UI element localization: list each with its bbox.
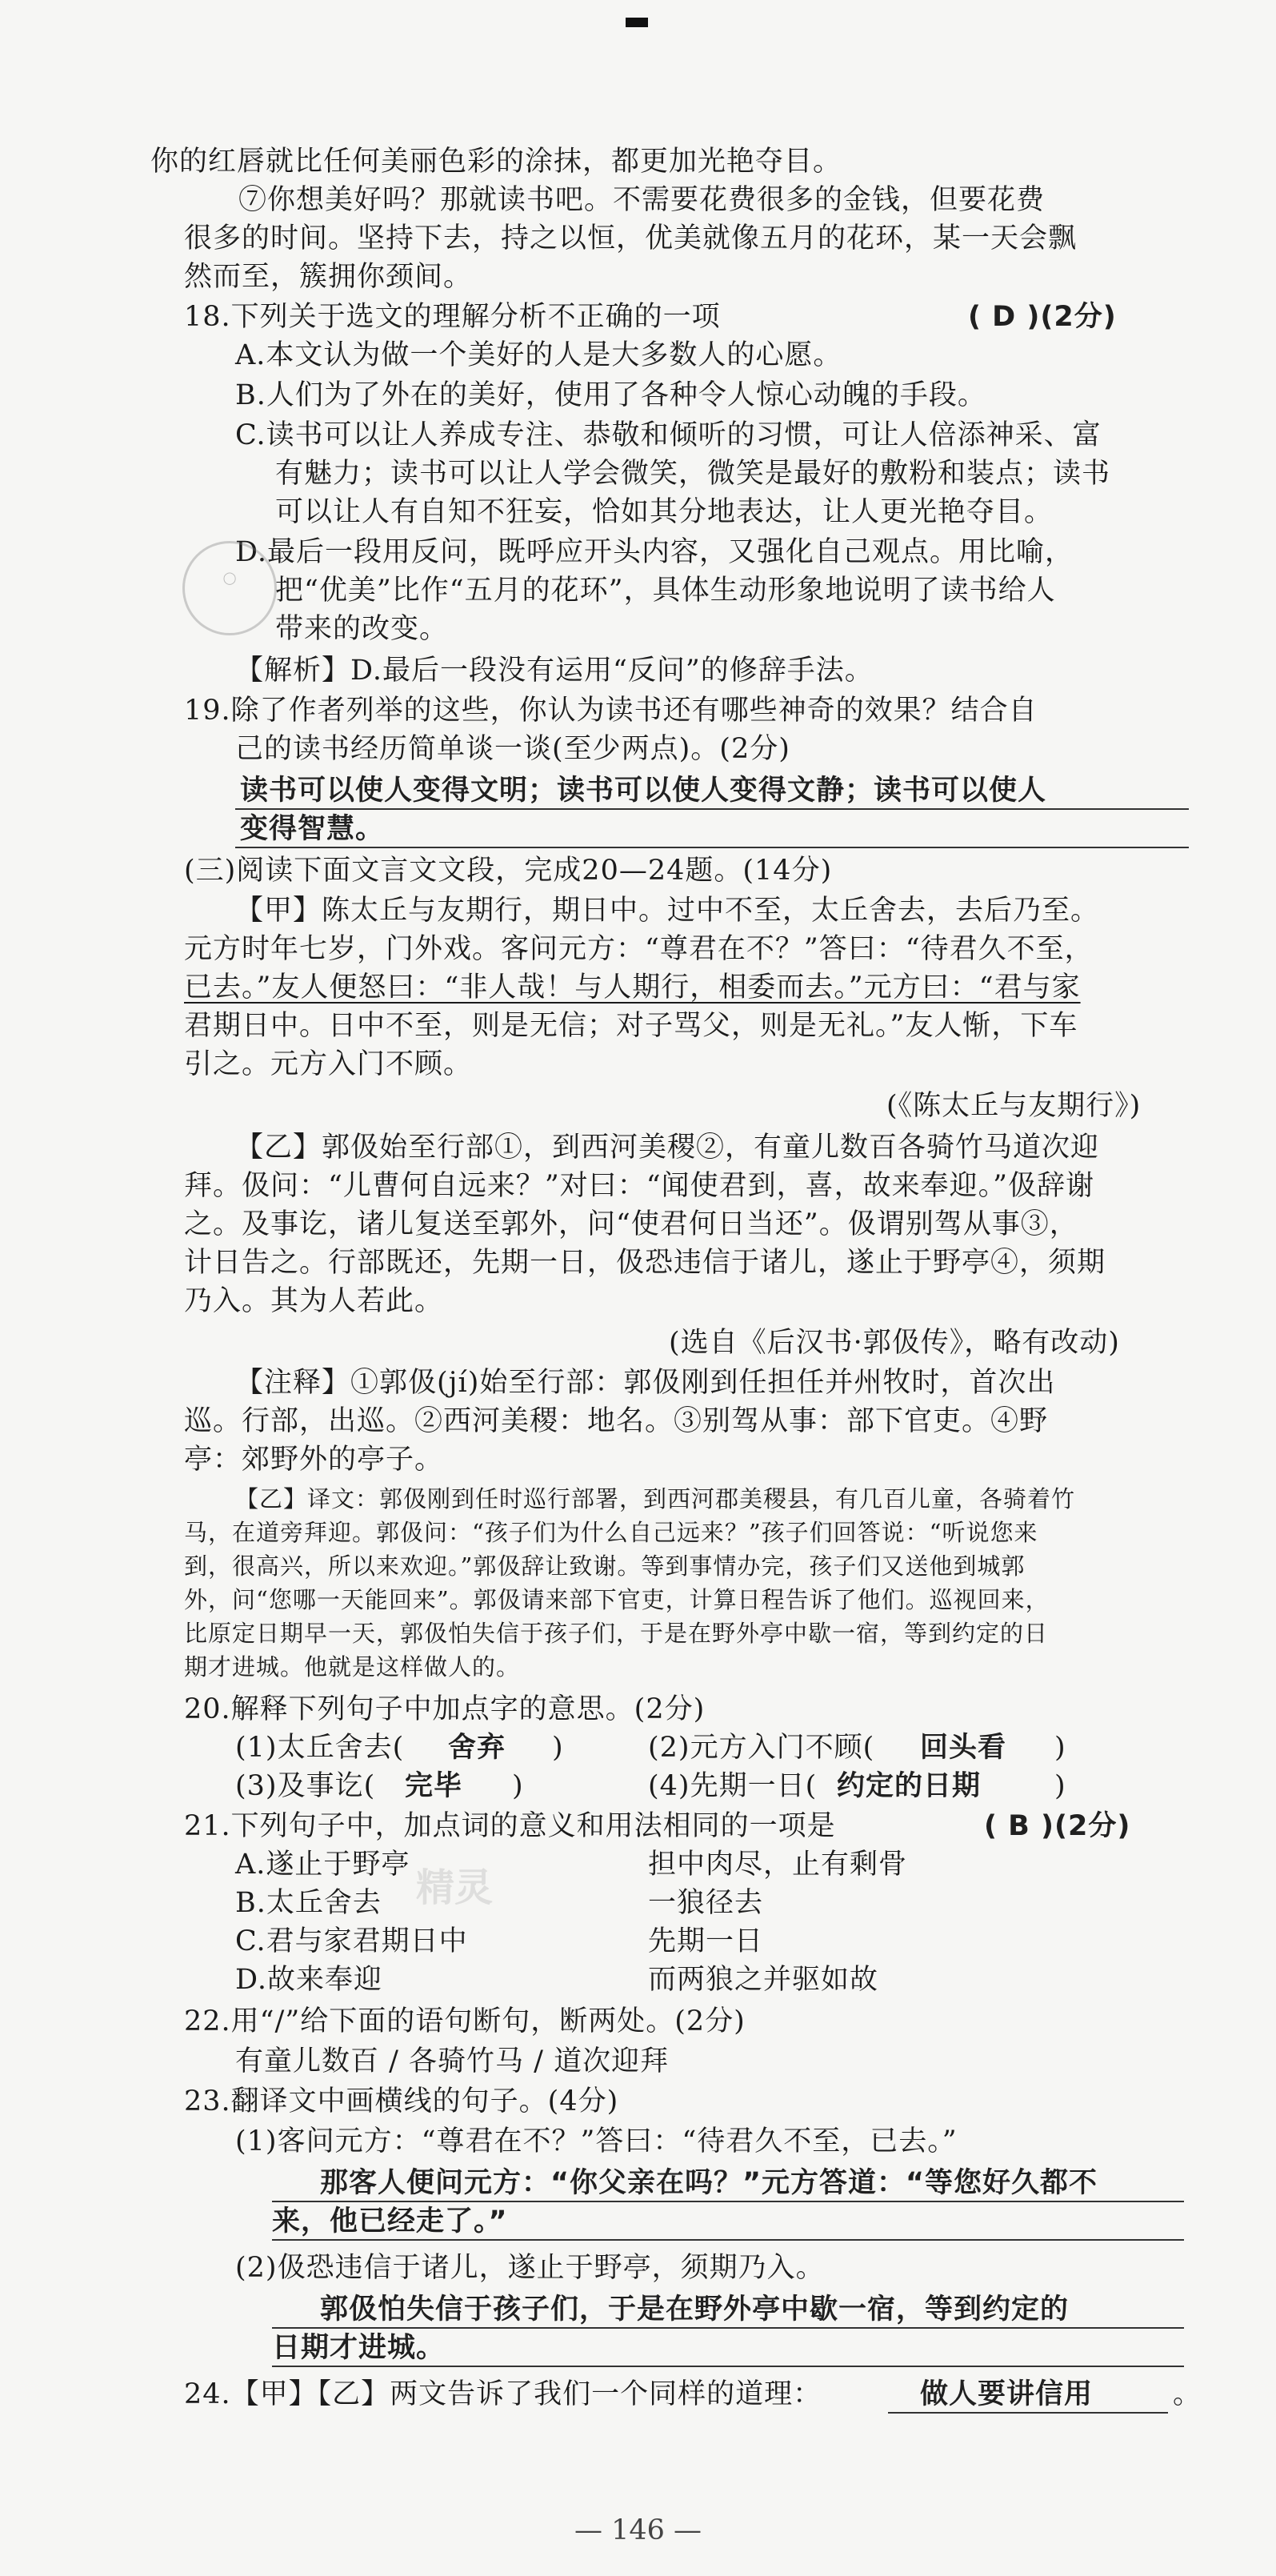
q21-option-a-pair: 担中肉尽，止有剩骨 <box>648 1849 908 1881</box>
passage-yi: 之。及事讫，诸儿复送至郭外，问“使君何日当还”。伋谓别驾从事③， <box>184 1208 1078 1240</box>
answer-underline <box>888 2412 1168 2414</box>
text-line: 然而至，簇拥你颈间。 <box>184 261 473 293</box>
answer-underline <box>272 2366 1184 2367</box>
question-19: 19.除了作者列举的这些，你认为读书还有哪些神奇的效果？结合自 <box>184 695 1038 727</box>
q23-answer-2-cont: 日期才进城。 <box>272 2332 446 2364</box>
answer-underline <box>272 2239 1184 2241</box>
analysis-18: 【解析】D.最后一段没有运用“反问”的修辞手法。 <box>235 655 874 687</box>
option-c-cont: 有魅力；读书可以让人学会微笑，微笑是最好的敷粉和装点；读书 <box>275 458 1111 490</box>
section-3-heading: (三)阅读下面文言文文段，完成20—24题。(14分) <box>184 855 833 887</box>
q23-answer-1-cont: 来，他已经走了。” <box>272 2205 508 2237</box>
option-b: B.人们为了外在的美好，使用了各种令人惊心动魄的手段。 <box>235 379 986 411</box>
q23-item-2: (2)伋恐违信于诸儿，遂止于野亭，须期乃入。 <box>235 2252 825 2284</box>
q20-answer-2: 回头看 <box>920 1732 1007 1764</box>
q24-end: 。 <box>1173 2378 1202 2410</box>
q20-item-1: (1)太丘舍去( <box>235 1732 405 1764</box>
question-24: 24.【甲】【乙】两文告诉了我们一个同样的道理： <box>184 2378 822 2410</box>
passage-jia-source: (《陈太丘与友期行》) <box>886 1090 1142 1122</box>
text-line: 很多的时间。坚持下去，持之以恒，优美就像五月的花环，某一天会飘 <box>184 222 1078 254</box>
annotation: 亭：郊野外的亭子。 <box>184 1444 444 1476</box>
page-number: — 146 — <box>574 2514 702 2546</box>
q20-answer-1: 舍弃 <box>448 1732 506 1764</box>
passage-jia: 君期日中。日中不至，则是无信；对子骂父，则是无礼。”友人惭，下车 <box>184 1010 1078 1042</box>
passage-jia-underlined: 已去。”友人便怒曰：“非人哉！与人期行，相委而去。”元方曰：“君与家 <box>184 972 1081 1004</box>
q20-item-2: (2)元方入门不顾( <box>648 1732 875 1764</box>
passage-yi: 乃入。其为人若此。 <box>184 1285 444 1317</box>
passage-yi: 计日告之。行部既还，先期一日，伋恐违信于诸儿，遂止于野亭④，须期 <box>184 1247 1106 1279</box>
question-21-answer: ( B )(2分) <box>984 1810 1131 1842</box>
translation: 到，很高兴，所以来欢迎。”郭伋辞让致谢。等到事情办完，孩子们又送他到城郭 <box>184 1552 1026 1580</box>
q20-item-4: (4)先期一日( <box>648 1770 818 1802</box>
option-a: A.本文认为做一个美好的人是大多数人的心愿。 <box>235 339 842 371</box>
top-registration-mark <box>626 18 648 27</box>
q21-option-b-pair: 一狼径去 <box>648 1887 764 1919</box>
option-d: D.最后一段用反问，既呼应开头内容，又强化自己观点。用比喻， <box>235 536 1074 568</box>
q21-option-a: A.遂止于野亭 <box>235 1849 410 1881</box>
q21-option-b: B.太丘舍去 <box>235 1887 382 1919</box>
passage-yi-source: (选自《后汉书·郭伋传》，略有改动) <box>669 1327 1120 1359</box>
annotation: 巡。行部，出巡。②西河美稷：地名。③别驾从事：部下官吏。④野 <box>184 1405 1049 1437</box>
option-d-cont: 带来的改变。 <box>275 613 449 645</box>
handwritten-answer-19-cont: 变得智慧。 <box>240 813 385 845</box>
translation: 外，问“您哪一天能回来”。郭伋请来部下官吏，计算日程告诉了他们。巡视回来， <box>184 1586 1050 1613</box>
question-22: 22.用“/”给下面的语句断句，断两处。(2分) <box>184 2005 746 2037</box>
q23-answer-1: 那客人便问元方：“你父亲在吗？”元方答道：“等您好久都不 <box>320 2167 1098 2199</box>
text-line: ⑦你想美好吗？那就读书吧。不需要花费很多的金钱，但要花费 <box>238 184 1046 216</box>
q23-answer-2: 郭伋怕失信于孩子们，于是在野外亭中歇一宿，等到约定的 <box>320 2294 1070 2326</box>
question-18: 18.下列关于选文的理解分析不正确的一项 <box>184 301 721 333</box>
question-21: 21.下列句子中，加点词的意义和用法相同的一项是 <box>184 1810 836 1842</box>
option-c-cont: 可以让人有自知不狂妄，恰如其分地表达，让人更光艳夺目。 <box>275 496 1054 528</box>
passage-jia: 引之。元方入门不顾。 <box>184 1048 473 1080</box>
q20-close: ) <box>552 1732 564 1764</box>
q20-answer-3: 完毕 <box>405 1770 463 1802</box>
answer-underline <box>235 847 1189 848</box>
q20-item-3: (3)及事讫( <box>235 1770 376 1802</box>
watermark-icon: 精灵 <box>416 1865 494 1910</box>
q21-option-c: C.君与家君期日中 <box>235 1925 468 1957</box>
q20-close: ) <box>512 1770 524 1802</box>
annotation: 【注释】①郭伋(jí)始至行部：郭伋刚到任担任并州牧时，首次出 <box>235 1367 1056 1399</box>
question-20: 20.解释下列句子中加点字的意思。(2分) <box>184 1693 706 1725</box>
q23-item-1: (1)客问元方：“尊君在不？”答曰：“待君久不至，已去。” <box>235 2125 958 2157</box>
translation: 马，在道旁拜迎。郭伋问：“孩子们为什么自己远来？”孩子们回答说：“听说您来 <box>184 1519 1038 1546</box>
q21-option-d-pair: 而两狼之并驱如故 <box>648 1964 879 1996</box>
option-c: C.读书可以让人养成专注、恭敬和倾听的习惯，可让人倍添神采、富 <box>235 419 1102 451</box>
q24-answer: 做人要讲信用 <box>920 2378 1094 2410</box>
q21-option-d: D.故来奉迎 <box>235 1964 382 1996</box>
translation: 期才进城。他就是这样做人的。 <box>184 1653 521 1681</box>
seal-stamp-icon: ◯ <box>182 541 277 635</box>
q20-close: ) <box>1054 1770 1066 1802</box>
text-line: 你的红唇就比任何美丽色彩的涂抹，都更加光艳夺目。 <box>150 146 842 178</box>
q21-option-c-pair: 先期一日 <box>648 1925 764 1957</box>
q20-answer-4: 约定的日期 <box>837 1770 982 1802</box>
q22-answer: 有童儿数百 / 各骑竹马 / 道次迎拜 <box>235 2045 670 2077</box>
translation: 【乙】译文：郭伋刚到任时巡行部署，到西河郡美稷县，有几百儿童，各骑着竹 <box>235 1485 1076 1512</box>
question-23: 23.翻译文中画横线的句子。(4分) <box>184 2085 619 2117</box>
question-18-answer: ( D )(2分) <box>968 301 1117 333</box>
passage-jia: 【甲】陈太丘与友期行，期日中。过中不至，太丘舍去，去后乃至。 <box>235 895 1100 927</box>
handwritten-answer-19: 读书可以使人变得文明；读书可以使人变得文静；读书可以使人 <box>240 775 1047 807</box>
option-d-cont: 把“优美”比作“五月的花环”，具体生动形象地说明了读书给人 <box>275 575 1056 607</box>
translation: 比原定日期早一天，郭伋怕失信于孩子们，于是在野外亭中歇一宿，等到约定的日 <box>184 1620 1049 1647</box>
passage-jia: 元方时年七岁，门外戏。客问元方：“尊君在不？”答曰：“待君久不至， <box>184 933 1094 965</box>
passage-yi: 拜。伋问：“儿曹何自远来？”对曰：“闻使君到，喜，故来奉迎。”伋辞谢 <box>184 1170 1095 1202</box>
passage-yi: 【乙】郭伋始至行部①，到西河美稷②，有童儿数百各骑竹马道次迎 <box>235 1132 1100 1164</box>
q20-close: ) <box>1054 1732 1066 1764</box>
question-19-cont: 己的读书经历简单谈一谈(至少两点)。(2分) <box>235 733 790 765</box>
